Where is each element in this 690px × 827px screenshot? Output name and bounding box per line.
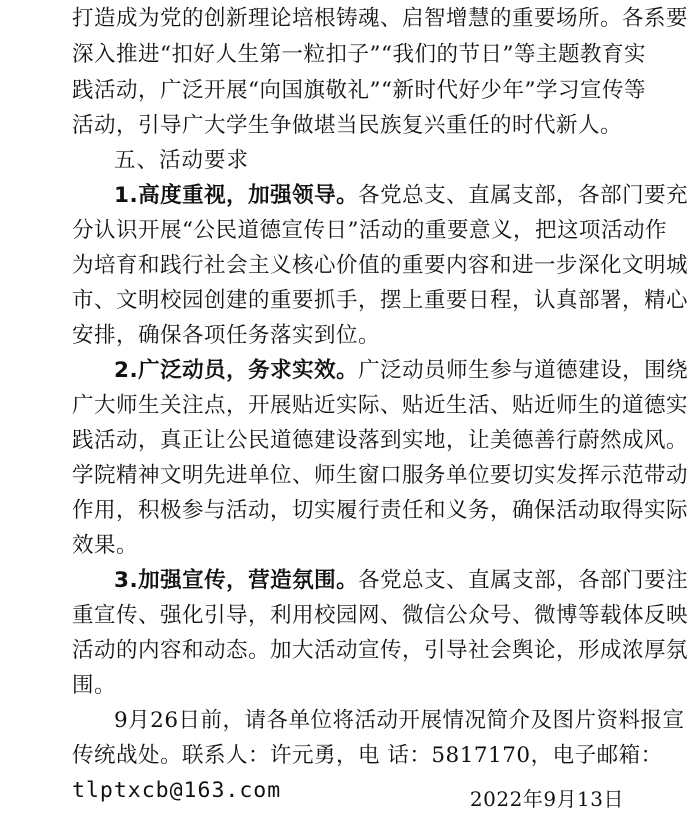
item2-line-2: 广大师生关注点，开展贴近实际、贴近生活、贴近师生的道德实 <box>72 393 689 418</box>
intro-line-3: 践活动，广泛开展“向国旗敬礼”“新时代好少年”学习宣传等 <box>72 78 646 103</box>
item2-line-6: 效果。 <box>72 533 139 558</box>
item2-first-line <box>114 356 689 388</box>
item1-line-4: 市、文明校园创建的重要抓手，摆上重要日程，认真部署，精心 <box>72 288 689 313</box>
closing-line-1: 9月26日前，请各单位将活动开展情况简介及图片资料报宣 <box>114 708 685 733</box>
item1-line-3: 为培育和践行社会主义核心价值的重要内容和进一步深化文明城 <box>72 253 689 278</box>
section-heading: 五、活动要求 <box>114 148 250 173</box>
item2-first-line-rest: 广泛动员师生参与道德建设，围绕 <box>358 358 689 383</box>
item1-title: 1.高度重视，加强领导。 <box>114 183 359 208</box>
intro-line-2: 深入推进“扣好人生第一粒扣子”“我们的节日”等主题教育实 <box>72 42 646 67</box>
item3-line-4: 围。 <box>72 673 117 698</box>
item2-title: 2.广泛动员，务求实效。 <box>114 358 359 383</box>
item3-first-line-rest: 各党总支、直属支部，各部门要注 <box>358 568 689 593</box>
item2-line-3: 践活动，真正让公民道德建设落到实地，让美德善行蔚然成风。 <box>72 428 689 453</box>
item3-line-2: 重宣传、强化引导，利用校园网、微信公众号、微博等载体反映 <box>72 603 689 628</box>
intro-line-4: 活动，引导广大学生争做堪当民族复兴重任的时代新人。 <box>72 113 623 138</box>
item1-first-line-rest: 各党总支、直属支部，各部门要充 <box>358 183 689 208</box>
contact-email: tlptxcb@163.com <box>72 778 282 803</box>
item2-line-5: 作用，积极参与活动，切实履行责任和义务，确保活动取得实际 <box>72 498 689 523</box>
item1-line-2: 分认识开展“公民道德宣传日”活动的重要意义，把这项活动作 <box>72 218 667 243</box>
item3-first-line <box>114 566 689 598</box>
item3-title: 3.加强宣传，营造氛围。 <box>114 568 359 593</box>
intro-line-1: 打造成为党的创新理论培根铸魂、启智增慧的重要场所。各系要 <box>72 6 689 31</box>
item3-line-3: 活动的内容和动态。加大活动宣传，引导社会舆论，形成浓厚氛 <box>72 638 689 663</box>
item1-line-5: 安排，确保各项任务落实到位。 <box>72 323 381 348</box>
item2-line-4: 学院精神文明先进单位、师生窗口服务单位要切实发挥示范带动 <box>72 463 689 488</box>
closing-line-2: 传统战处。联系人：许元勇，电 话：5817170，电子邮箱： <box>72 743 663 768</box>
item1-first-line <box>114 181 689 213</box>
document-date: 2022年9月13日 <box>469 787 624 811</box>
